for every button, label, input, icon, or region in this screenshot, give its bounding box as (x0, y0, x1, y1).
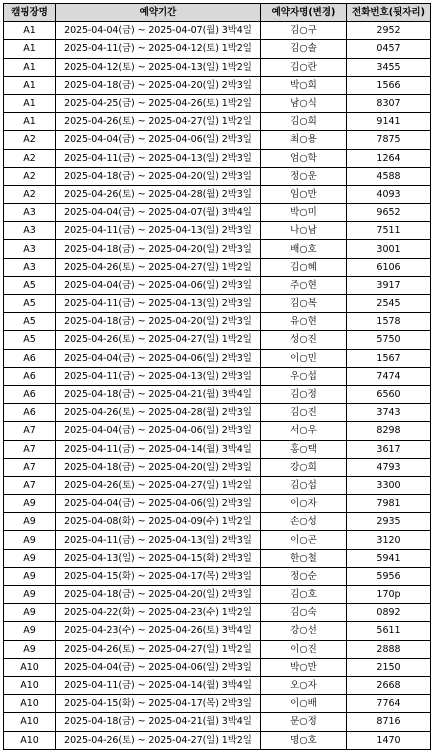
table-row (4, 94, 431, 112)
cell-campsite: A9 (4, 586, 56, 604)
table-row (4, 40, 431, 58)
cell-reserver: 이○자 (261, 495, 347, 513)
cell-reserver: 엄○학 (261, 149, 347, 167)
cell-period: 2025-04-25(금) ~ 2025-04-26(토) 1박2일 (56, 94, 261, 112)
cell-phone: 3001 (347, 240, 431, 258)
table-row (4, 658, 431, 676)
cell-campsite: A1 (4, 22, 56, 40)
table-row (4, 531, 431, 549)
table-header-row (4, 4, 431, 22)
cell-period: 2025-04-04(금) ~ 2025-04-07(월) 3박4일 (56, 204, 261, 222)
cell-phone: 1566 (347, 76, 431, 94)
cell-phone: 1264 (347, 149, 431, 167)
cell-period: 2025-04-04(금) ~ 2025-04-06(일) 2박3일 (56, 349, 261, 367)
cell-reserver: 이○민 (261, 349, 347, 367)
table-row (4, 367, 431, 385)
cell-period: 2025-04-26(토) ~ 2025-04-28(월) 2박3일 (56, 404, 261, 422)
cell-period: 2025-04-18(금) ~ 2025-04-20(일) 2박3일 (56, 458, 261, 476)
cell-period: 2025-04-04(금) ~ 2025-04-06(일) 2박3일 (56, 422, 261, 440)
cell-reserver: 김○섭 (261, 476, 347, 494)
cell-reserver: 홍○택 (261, 440, 347, 458)
cell-period: 2025-04-15(화) ~ 2025-04-17(목) 2박3일 (56, 695, 261, 713)
cell-reserver: 김○혜 (261, 258, 347, 276)
cell-period: 2025-04-26(토) ~ 2025-04-27(일) 1박2일 (56, 476, 261, 494)
cell-phone: 5750 (347, 331, 431, 349)
cell-period: 2025-04-04(금) ~ 2025-04-06(일) 2박3일 (56, 495, 261, 513)
cell-campsite: A9 (4, 622, 56, 640)
table-row (4, 713, 431, 731)
table-row (4, 58, 431, 76)
cell-period: 2025-04-11(금) ~ 2025-04-13(일) 2박3일 (56, 222, 261, 240)
table-row (4, 313, 431, 331)
cell-campsite: A9 (4, 513, 56, 531)
cell-campsite: A3 (4, 204, 56, 222)
cell-reserver: 명○호 (261, 731, 347, 749)
cell-period: 2025-04-15(화) ~ 2025-04-17(목) 2박3일 (56, 567, 261, 585)
table-row (4, 240, 431, 258)
cell-campsite: A7 (4, 458, 56, 476)
cell-phone: 2668 (347, 676, 431, 694)
cell-campsite: A6 (4, 404, 56, 422)
header-campsite: 캠핑장명 (4, 4, 56, 22)
table-row (4, 113, 431, 131)
cell-phone: 3300 (347, 476, 431, 494)
cell-campsite: A1 (4, 40, 56, 58)
cell-reserver: 김○진 (261, 404, 347, 422)
cell-reserver: 최○용 (261, 131, 347, 149)
header-reserver: 예약자명(변경) (261, 4, 347, 22)
table-row (4, 22, 431, 40)
cell-campsite: A6 (4, 367, 56, 385)
cell-campsite: A1 (4, 76, 56, 94)
table-row (4, 640, 431, 658)
cell-period: 2025-04-26(토) ~ 2025-04-27(일) 1박2일 (56, 113, 261, 131)
cell-campsite: A1 (4, 113, 56, 131)
table-row (4, 276, 431, 294)
cell-reserver: 정○순 (261, 567, 347, 585)
cell-reserver: 이○배 (261, 695, 347, 713)
cell-campsite: A10 (4, 695, 56, 713)
table-row (4, 149, 431, 167)
table-row (4, 458, 431, 476)
cell-period: 2025-04-12(토) ~ 2025-04-13(일) 1박2일 (56, 58, 261, 76)
cell-campsite: A2 (4, 149, 56, 167)
cell-reserver: 김○숙 (261, 604, 347, 622)
cell-reserver: 강○희 (261, 458, 347, 476)
cell-campsite: A7 (4, 440, 56, 458)
cell-reserver: 정○운 (261, 167, 347, 185)
cell-phone: 8716 (347, 713, 431, 731)
cell-phone: 8298 (347, 422, 431, 440)
cell-period: 2025-04-18(금) ~ 2025-04-20(일) 2박3일 (56, 240, 261, 258)
cell-phone: 9141 (347, 113, 431, 131)
cell-period: 2025-04-26(토) ~ 2025-04-28(월) 2박3일 (56, 185, 261, 203)
cell-phone: 7981 (347, 495, 431, 513)
cell-reserver: 김○복 (261, 295, 347, 313)
cell-campsite: A2 (4, 185, 56, 203)
cell-period: 2025-04-26(토) ~ 2025-04-27(일) 1박2일 (56, 640, 261, 658)
cell-reserver: 임○만 (261, 185, 347, 203)
table-body (4, 22, 431, 750)
header-phone: 전화번호(뒷자리) (347, 4, 431, 22)
cell-period: 2025-04-04(금) ~ 2025-04-07(월) 3박4일 (56, 22, 261, 40)
cell-campsite: A3 (4, 240, 56, 258)
cell-period: 2025-04-18(금) ~ 2025-04-20(일) 2박3일 (56, 586, 261, 604)
cell-campsite: A9 (4, 567, 56, 585)
table-row (4, 258, 431, 276)
cell-phone: 0457 (347, 40, 431, 58)
cell-phone: 1578 (347, 313, 431, 331)
cell-phone: 7511 (347, 222, 431, 240)
cell-phone: 3455 (347, 58, 431, 76)
cell-campsite: A5 (4, 295, 56, 313)
cell-reserver: 유○현 (261, 313, 347, 331)
table-row (4, 422, 431, 440)
cell-campsite: A1 (4, 58, 56, 76)
cell-period: 2025-04-18(금) ~ 2025-04-21(월) 3박4일 (56, 385, 261, 403)
cell-campsite: A3 (4, 258, 56, 276)
cell-period: 2025-04-11(금) ~ 2025-04-13(일) 2박3일 (56, 295, 261, 313)
table-row (4, 76, 431, 94)
cell-phone: 170p (347, 586, 431, 604)
cell-campsite: A5 (4, 331, 56, 349)
table-row (4, 513, 431, 531)
cell-campsite: A2 (4, 131, 56, 149)
table-row (4, 676, 431, 694)
reservation-table (3, 3, 431, 750)
cell-reserver: 서○우 (261, 422, 347, 440)
table-row (4, 404, 431, 422)
cell-reserver: 나○남 (261, 222, 347, 240)
cell-reserver: 김○호 (261, 586, 347, 604)
cell-reserver: 박○만 (261, 658, 347, 676)
cell-phone: 1470 (347, 731, 431, 749)
cell-phone: 4093 (347, 185, 431, 203)
cell-campsite: A9 (4, 549, 56, 567)
table-row (4, 440, 431, 458)
cell-campsite: A9 (4, 604, 56, 622)
cell-period: 2025-04-08(화) ~ 2025-04-09(수) 1박2일 (56, 513, 261, 531)
cell-campsite: A3 (4, 222, 56, 240)
cell-phone: 2888 (347, 640, 431, 658)
cell-phone: 1567 (347, 349, 431, 367)
table-row (4, 222, 431, 240)
table-row (4, 586, 431, 604)
cell-phone: 2150 (347, 658, 431, 676)
cell-phone: 3917 (347, 276, 431, 294)
cell-phone: 2545 (347, 295, 431, 313)
cell-period: 2025-04-04(금) ~ 2025-04-06(일) 2박3일 (56, 276, 261, 294)
cell-reserver: 주○현 (261, 276, 347, 294)
cell-reserver: 이○진 (261, 640, 347, 658)
cell-reserver: 한○철 (261, 549, 347, 567)
cell-reserver: 김○희 (261, 113, 347, 131)
cell-period: 2025-04-22(화) ~ 2025-04-23(수) 1박2일 (56, 604, 261, 622)
cell-phone: 3120 (347, 531, 431, 549)
cell-phone: 3617 (347, 440, 431, 458)
cell-period: 2025-04-11(금) ~ 2025-04-12(토) 1박2일 (56, 40, 261, 58)
cell-reserver: 성○진 (261, 331, 347, 349)
cell-phone: 9652 (347, 204, 431, 222)
cell-reserver: 김○솔 (261, 40, 347, 58)
cell-phone: 7764 (347, 695, 431, 713)
cell-campsite: A10 (4, 713, 56, 731)
cell-campsite: A5 (4, 276, 56, 294)
cell-period: 2025-04-23(수) ~ 2025-04-26(토) 3박4일 (56, 622, 261, 640)
table-row (4, 185, 431, 203)
table-row (4, 131, 431, 149)
cell-phone: 4588 (347, 167, 431, 185)
cell-phone: 0892 (347, 604, 431, 622)
cell-period: 2025-04-26(토) ~ 2025-04-27(일) 1박2일 (56, 731, 261, 749)
cell-phone: 5611 (347, 622, 431, 640)
table-row (4, 331, 431, 349)
table-row (4, 695, 431, 713)
cell-campsite: A10 (4, 676, 56, 694)
cell-reserver: 박○미 (261, 204, 347, 222)
header-period: 예약기간 (56, 4, 261, 22)
table-row (4, 731, 431, 749)
cell-campsite: A1 (4, 94, 56, 112)
cell-reserver: 오○자 (261, 676, 347, 694)
table-row (4, 167, 431, 185)
cell-reserver: 우○섭 (261, 367, 347, 385)
cell-period: 2025-04-11(금) ~ 2025-04-14(월) 3박4일 (56, 440, 261, 458)
cell-campsite: A5 (4, 313, 56, 331)
table-row (4, 622, 431, 640)
cell-campsite: A6 (4, 385, 56, 403)
cell-period: 2025-04-04(금) ~ 2025-04-06(일) 2박3일 (56, 658, 261, 676)
cell-campsite: A7 (4, 422, 56, 440)
table-row (4, 385, 431, 403)
cell-phone: 8307 (347, 94, 431, 112)
cell-phone: 6106 (347, 258, 431, 276)
cell-phone: 3743 (347, 404, 431, 422)
cell-period: 2025-04-18(금) ~ 2025-04-20(일) 2박3일 (56, 76, 261, 94)
cell-period: 2025-04-13(일) ~ 2025-04-15(화) 2박3일 (56, 549, 261, 567)
cell-campsite: A9 (4, 495, 56, 513)
table-row (4, 495, 431, 513)
cell-period: 2025-04-11(금) ~ 2025-04-14(월) 3박4일 (56, 676, 261, 694)
cell-period: 2025-04-18(금) ~ 2025-04-21(월) 3박4일 (56, 713, 261, 731)
cell-period: 2025-04-18(금) ~ 2025-04-20(일) 2박3일 (56, 167, 261, 185)
cell-reserver: 김○란 (261, 58, 347, 76)
cell-phone: 5956 (347, 567, 431, 585)
table-row (4, 476, 431, 494)
cell-reserver: 이○곤 (261, 531, 347, 549)
cell-campsite: A9 (4, 531, 56, 549)
cell-campsite: A9 (4, 640, 56, 658)
table-row (4, 295, 431, 313)
table-row (4, 349, 431, 367)
cell-period: 2025-04-04(금) ~ 2025-04-06(일) 2박3일 (56, 131, 261, 149)
cell-reserver: 문○정 (261, 713, 347, 731)
cell-period: 2025-04-11(금) ~ 2025-04-13(일) 2박3일 (56, 149, 261, 167)
cell-reserver: 강○선 (261, 622, 347, 640)
cell-reserver: 남○식 (261, 94, 347, 112)
cell-reserver: 박○희 (261, 76, 347, 94)
cell-reserver: 배○호 (261, 240, 347, 258)
cell-phone: 6560 (347, 385, 431, 403)
cell-phone: 4793 (347, 458, 431, 476)
cell-campsite: A7 (4, 476, 56, 494)
cell-period: 2025-04-26(토) ~ 2025-04-27(일) 1박2일 (56, 258, 261, 276)
table-row (4, 604, 431, 622)
cell-campsite: A2 (4, 167, 56, 185)
table-row (4, 549, 431, 567)
cell-reserver: 손○성 (261, 513, 347, 531)
cell-period: 2025-04-18(금) ~ 2025-04-20(일) 2박3일 (56, 313, 261, 331)
cell-phone: 2935 (347, 513, 431, 531)
cell-phone: 5941 (347, 549, 431, 567)
cell-phone: 2952 (347, 22, 431, 40)
cell-phone: 7875 (347, 131, 431, 149)
cell-period: 2025-04-11(금) ~ 2025-04-13(일) 2박3일 (56, 531, 261, 549)
table-row (4, 567, 431, 585)
cell-phone: 7474 (347, 367, 431, 385)
cell-campsite: A6 (4, 349, 56, 367)
cell-reserver: 김○구 (261, 22, 347, 40)
cell-period: 2025-04-26(토) ~ 2025-04-27(일) 1박2일 (56, 331, 261, 349)
cell-reserver: 김○정 (261, 385, 347, 403)
cell-campsite: A10 (4, 658, 56, 676)
cell-period: 2025-04-11(금) ~ 2025-04-13(일) 2박3일 (56, 367, 261, 385)
cell-campsite: A10 (4, 731, 56, 749)
table-row (4, 204, 431, 222)
